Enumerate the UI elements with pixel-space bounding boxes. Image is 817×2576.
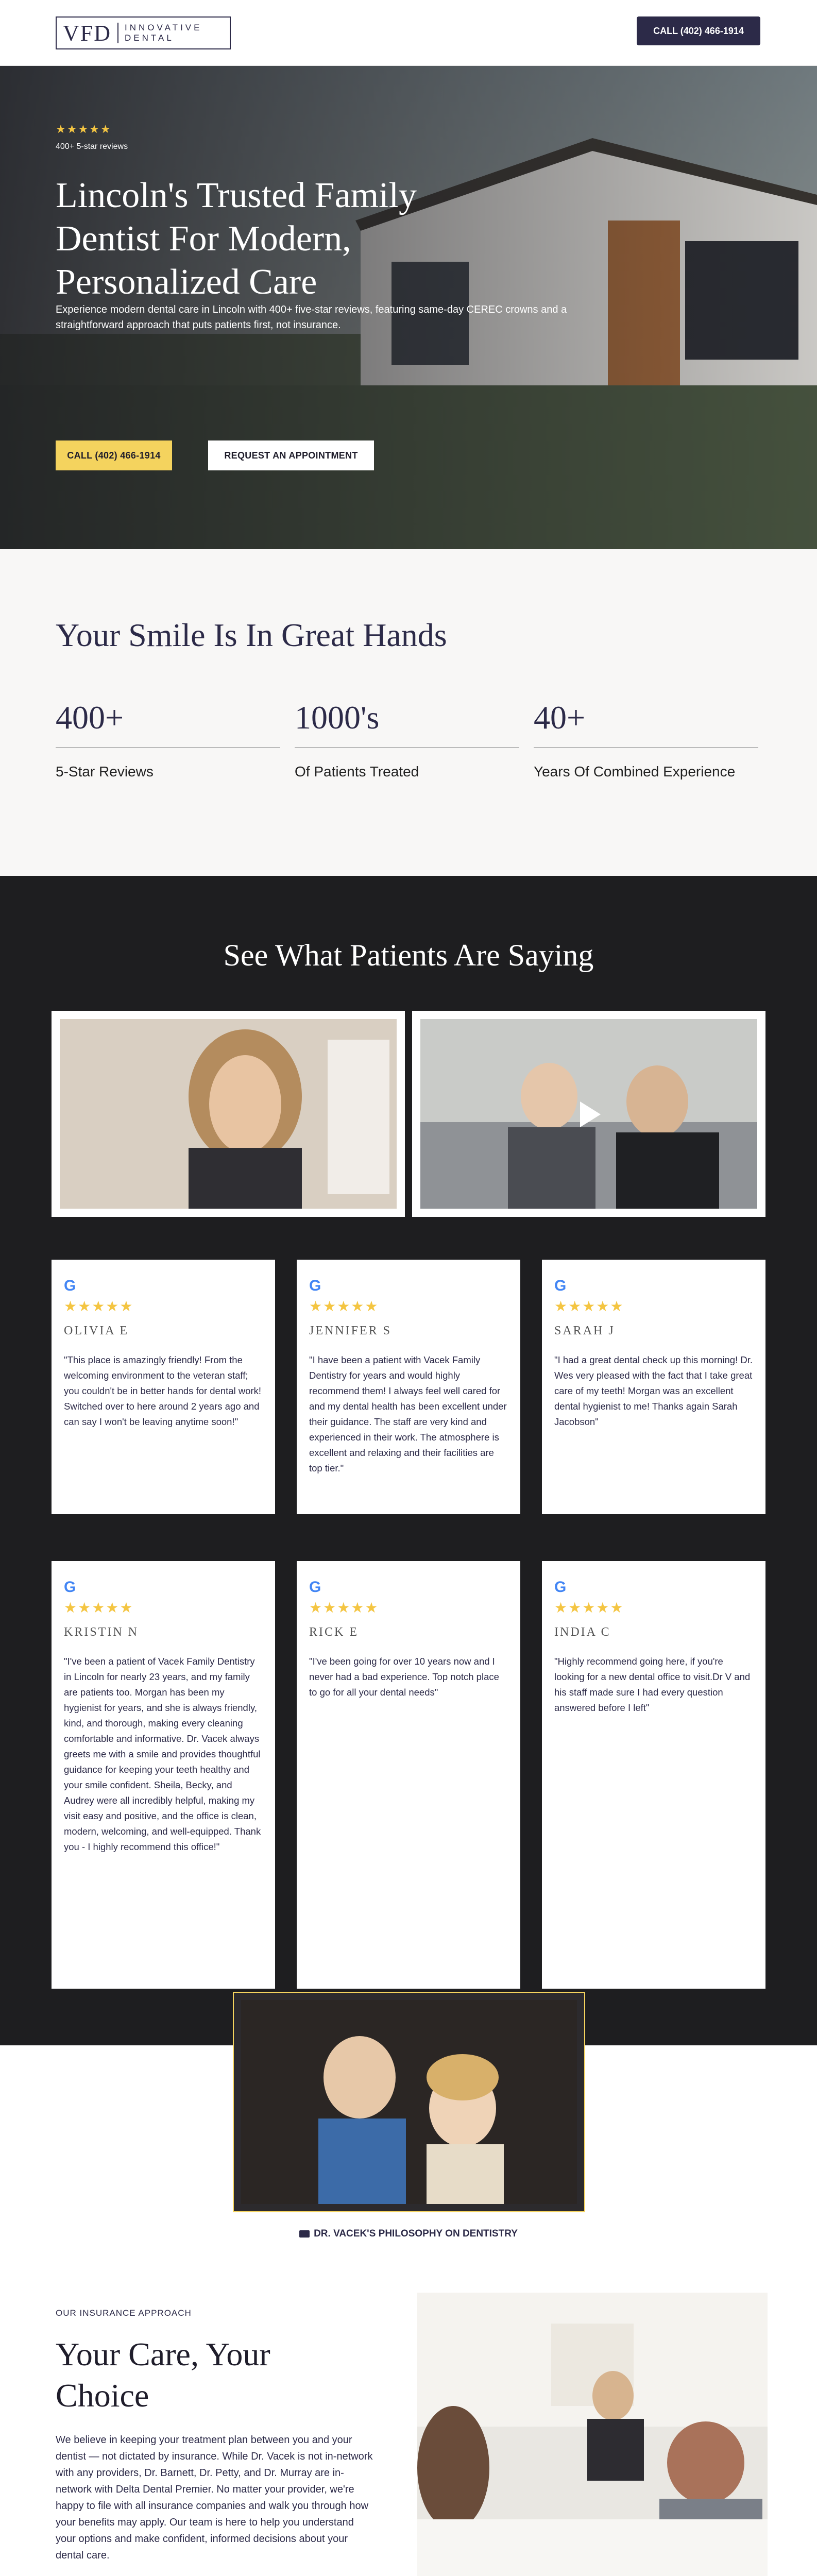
philosophy-caption: DR. VACEK'S PHILOSOPHY ON DENTISTRY (314, 2228, 518, 2239)
review-card (52, 1260, 275, 1514)
hero-title-line3: Personalized Care (56, 262, 317, 302)
video-thumbnail (241, 2000, 577, 2204)
philosophy-caption-row[interactable] (0, 2228, 817, 2240)
review-stars: ★★★★★ (554, 1298, 624, 1314)
insurance-title-line2: Choice (56, 2377, 149, 2414)
google-icon: G (309, 1579, 321, 1596)
stat-value: 400+ (56, 699, 280, 748)
insurance-body: We believe in keeping your treatment plan between you and your dentist — not dictated by insurance. While Dr. Vacek is not in-network with any providers, Dr. Barnett, Dr. Petty, and Dr. Murray are in-network with Delta Dental Premier. No matter your provider, we're happy to file with all insurance companies and walk you through how your benefits may apply. Our team is here to help you understand your options and make confident, informed decisions about your dental care. (56, 2434, 373, 2561)
logo-sub1: INNOVATIVE (125, 23, 202, 32)
hero-title-line1: Lincoln's Trusted Family (56, 176, 417, 215)
logo[interactable] (56, 16, 231, 49)
hero-title (56, 174, 519, 304)
review-card (542, 1260, 765, 1514)
review-author: JENNIFER S (309, 1324, 392, 1337)
stat-label: Of Patients Treated (295, 764, 419, 779)
review-text: "I've been a patient of Vacek Family Dentistry in Lincoln for nearly 23 years, and my family are patients too. Morgan has been my hygienist for years, and she is always friendly, kind, and thorough, making every cleaning comfortable and informative. Dr. Vacek always greets me with a smile and provides thoughtful guidance for keeping your teeth healthy and your smile confident. Sheila, Becky, and Audrey were all incredibly helpful, making my visit easy and positive, and the office is clean, modern, welcoming, and well-equipped. Thank you - I highly recommend this office!" (64, 1656, 261, 1852)
hero-stars: ★★★★★ (56, 123, 112, 135)
review-card (297, 1561, 520, 1989)
review-author: SARAH J (554, 1324, 615, 1337)
review-author: RICK E (309, 1625, 359, 1639)
video-camera-icon (299, 2230, 310, 2238)
review-text: "I've been going for over 10 years now and I never had a bad experience. Top notch place to go for all your dental needs" (309, 1656, 499, 1698)
testimonial-video-card[interactable] (412, 1011, 765, 1217)
review-stars: ★★★★★ (309, 1298, 379, 1314)
stat-item (56, 699, 280, 781)
testimonials-section (0, 876, 817, 2045)
hero-title-line2: Dentist For Modern, (56, 219, 351, 259)
insurance-image (417, 2293, 768, 2576)
header-call-button[interactable]: CALL (402) 466-1914 (637, 16, 760, 45)
review-stars: ★★★★★ (64, 1298, 134, 1314)
stat-item (534, 699, 758, 781)
stat-label: Years Of Combined Experience (534, 764, 736, 779)
google-icon: G (309, 1277, 321, 1294)
review-card (542, 1561, 765, 1989)
review-stars: ★★★★★ (309, 1600, 379, 1616)
hero-rating-text: 400+ 5-star reviews (56, 142, 128, 151)
review-stars: ★★★★★ (554, 1600, 624, 1616)
hero-section (0, 66, 817, 549)
review-author: INDIA C (554, 1625, 611, 1639)
logo-divider (117, 23, 118, 43)
stat-value: 40+ (534, 699, 758, 748)
video-thumbnail (420, 1019, 757, 1209)
insurance-title-line1: Your Care, Your (56, 2336, 270, 2372)
insurance-title (56, 2334, 270, 2416)
testimonial-video-card[interactable] (52, 1011, 405, 1217)
review-text: "This place is amazingly friendly! From the welcoming environment to the veteran staff; you couldn't be in better hands for dental work! Switched over to here around 2 years ago and can say I won't be leaving anytime soon!" (64, 1354, 262, 1427)
insurance-eyebrow: OUR INSURANCE APPROACH (56, 2308, 192, 2318)
stats-section (0, 549, 817, 876)
stat-label: 5-Star Reviews (56, 764, 154, 779)
review-text: "Highly recommend going here, if you're looking for a new dental office to visit.Dr V and his staff made sure I had every question answered before I left" (554, 1656, 751, 1713)
google-icon: G (64, 1579, 76, 1596)
review-stars: ★★★★★ (64, 1600, 134, 1616)
video-thumbnail (60, 1019, 397, 1209)
stats-heading: Your Smile Is In Great Hands (56, 617, 447, 653)
stat-item (295, 699, 519, 781)
review-author: KRISTIN N (64, 1625, 139, 1639)
google-icon: G (554, 1277, 567, 1294)
philosophy-video[interactable] (233, 1992, 585, 2212)
review-text: "I had a great dental check up this morning! Dr. Wes very pleased with the fact that I take great care of my teeth! Morgan was an excellent dental hygienist to me! Thanks again Sarah Jacobson" (554, 1354, 753, 1427)
hero-call-button[interactable]: CALL (402) 466-1914 (56, 440, 172, 470)
insurance-section (0, 2277, 817, 2576)
google-icon: G (64, 1277, 76, 1294)
review-author: OLIVIA E (64, 1324, 129, 1337)
testimonials-heading: See What Patients Are Saying (223, 938, 594, 972)
google-icon: G (554, 1579, 567, 1596)
logo-main: VFD (63, 20, 112, 46)
hero-appointment-button[interactable]: REQUEST AN APPOINTMENT (208, 440, 374, 470)
review-text: "I have been a patient with Vacek Family Dentistry for years and would highly recommend them! I always feel well cared for and my dental health has been excellent under their guidance. The staff are very kind and experienced in their work. The atmosphere is excellent and relaxing and their facilities are top tier." (309, 1354, 507, 1473)
hero-description: Experience modern dental care in Lincoln with 400+ five-star reviews, featuring same-day CEREC crowns and a straightforward approach that puts patients first, not insurance. (56, 304, 567, 331)
review-card (297, 1260, 520, 1514)
site-header (0, 0, 817, 66)
stat-value: 1000's (295, 699, 519, 748)
logo-sub2: DENTAL (125, 33, 174, 43)
review-card (52, 1561, 275, 1989)
